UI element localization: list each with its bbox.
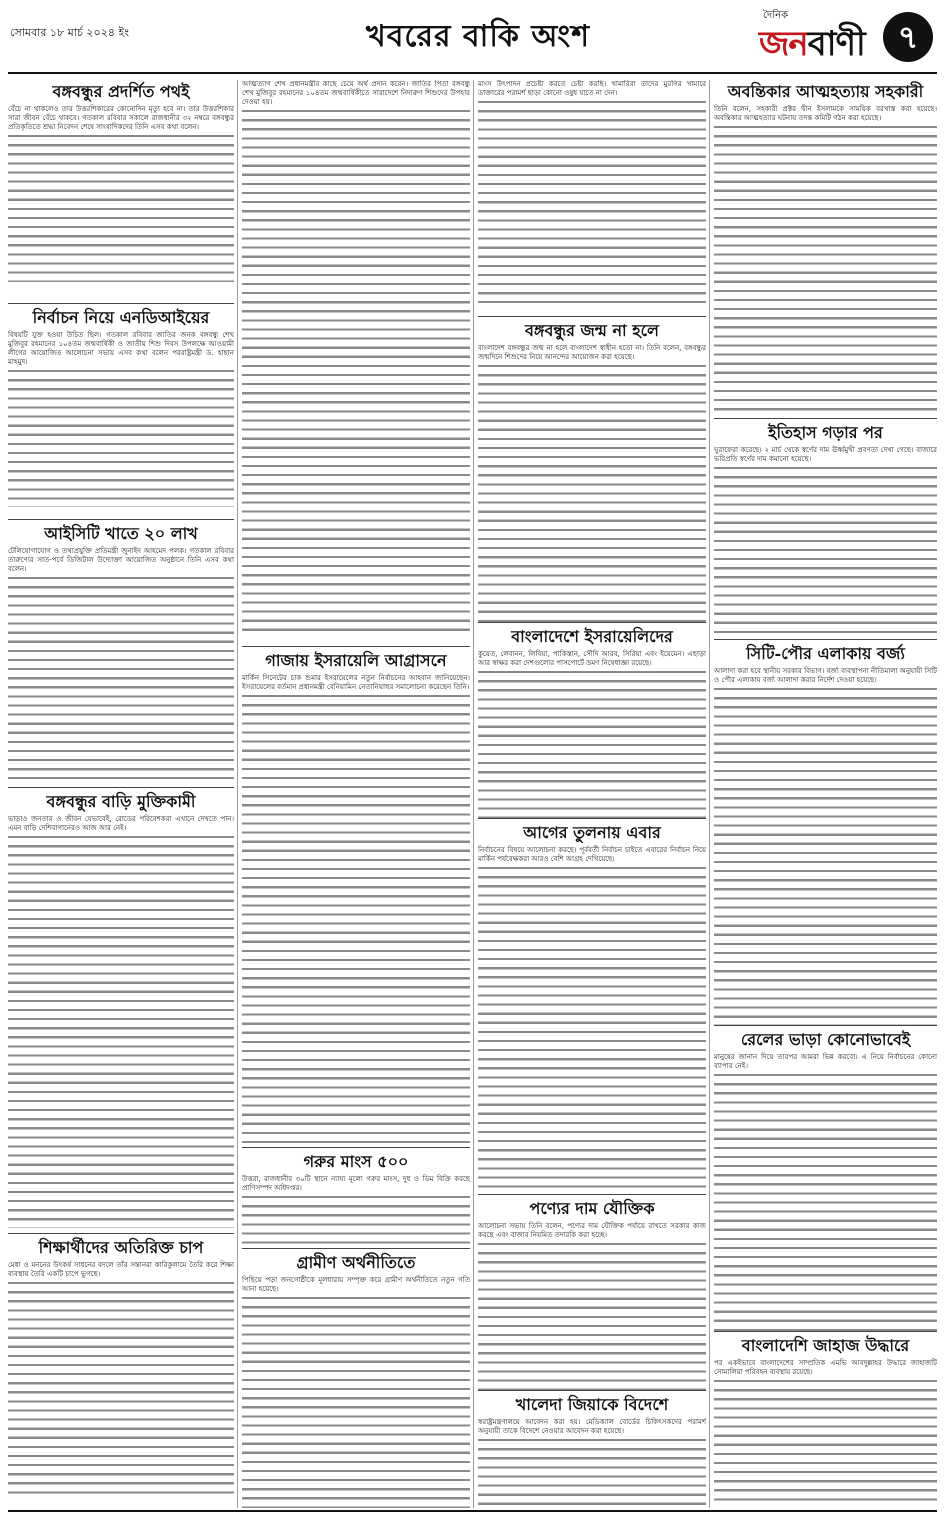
article-body-text — [8, 833, 234, 1228]
article-headline: রেলের ভাড়া কোনোভাবেই — [714, 1025, 937, 1049]
newspaper-page — [8, 8, 937, 1512]
article-headline: বঙ্গবন্ধুর জন্ম না হলে — [478, 316, 706, 340]
column-divider — [473, 80, 474, 1508]
article — [8, 519, 234, 781]
article — [8, 787, 234, 1227]
article-headline: পণ্যের দাম যৌক্তিক — [478, 1194, 706, 1218]
column-1 — [8, 80, 234, 1508]
article — [714, 639, 937, 1019]
logo-wordmark — [759, 18, 865, 75]
article-lead: মাংস উৎপাদন প্রচেষ্টা করতে চেষ্টা করছি। খামারিরা তাদের মুরগির খামারে ডাক্তারের পরামর্শ ছাড়া কোনো ওষুধ যাতে না দেন। — [478, 80, 706, 98]
column-4 — [714, 80, 937, 1508]
article — [478, 1390, 706, 1505]
article-headline: গাজায় ইসরায়েলি আগ্রাসনে — [242, 646, 470, 670]
article-lead: আলাদা করা হবে স্থানীয় সরকার বিভাগ। বর্জ্য ব্যবস্থাপনা নীতিমালা অনুযায়ী সিটি ও পৌর এলাকায় বর্জ্য আলাদা করার নির্দেশ দেওয়া হয়েছে। — [714, 667, 937, 685]
article-lead: আলোচনা সভায় তিনি বলেন, পণ্যের দাম যৌক্তিক পর্যায়ে রাখতে সরকার কাজ করছে এবং বাজার নিয়মিত তদারকি করা হচ্ছে। — [478, 1222, 706, 1240]
masthead — [8, 8, 937, 74]
article — [242, 1248, 470, 1498]
article-body-text — [8, 132, 234, 282]
article-lead: বিষয়টি যুক্ত হওয়া উচিত ছিল। গতকাল রবিবার জাতির জনক বঙ্গবন্ধু শেখ মুজিবুর রহমানের ১০৪তম জন্মবার্ষিকী ও জাতীয় শিশু দিবস উপলক্ষে আওয়ামী লীগের আয়োজিত আলোচনা সভায় এসব কথা বলেন পররাষ্ট্রমন্ত্রী ড. হাছান মাহমুদ। — [8, 331, 234, 367]
article-lead: আত্মত্যাগ শেখ প্রধানমন্ত্রীর কাছে চেয়ে অর্থ প্রদান করেন। জাতির পিতা বঙ্গবন্ধু শেখ মুজিবুর রহমানের ১০৪তম জন্মবার্ষিকীতে সারাদেশে নিদারুণ শিশুদের উপহার দেওয়া হয়। — [242, 80, 470, 107]
article-headline: অবন্তিকার আত্মহত্যায় সহকারী — [727, 82, 924, 101]
article — [8, 303, 234, 513]
article-headline: নির্বাচন নিয়ে এনডিআইয়ের — [8, 303, 234, 327]
logo-black-part: বাণী — [807, 24, 865, 64]
article-body-text — [242, 692, 470, 1147]
column-2 — [242, 80, 470, 1508]
column-divider — [709, 80, 710, 1508]
article-body-text — [478, 1436, 706, 1508]
page-number-badge: ৭ — [883, 12, 933, 62]
article-headline: আগের তুলনায় এবার — [478, 818, 706, 842]
article-body-text — [478, 98, 706, 303]
logo-daily-label: দৈনিক — [763, 10, 789, 21]
article-headline: গরুর মাংস ৫০০ — [242, 1147, 470, 1171]
article-headline: সিটি-পৌর এলাকায় বর্জ্য — [714, 639, 937, 663]
newspaper-logo — [759, 8, 879, 68]
article-body-text — [242, 107, 470, 637]
article-body-text — [714, 1377, 937, 1507]
article — [714, 82, 937, 412]
article-lead: ভাড়াও জনতার ও জীবন যেভাবেই, রোডের পরিবেশকরা এখানে দেখতে পান। এমন বাড়ি দেশিবাগানেরও আজ আর নেই। — [8, 815, 234, 833]
article — [478, 316, 706, 616]
page-bottom-rule — [8, 1510, 937, 1512]
article-headline: ইতিহাস গড়ার পর — [714, 418, 937, 442]
article — [242, 646, 470, 1141]
article — [714, 1331, 937, 1501]
column-divider — [237, 80, 238, 1508]
logo-red-part: জন — [759, 24, 808, 64]
article — [478, 622, 706, 812]
article-headline: বাংলাদেশি জাহাজ উদ্ধারে — [714, 1331, 937, 1355]
article-body-text — [478, 668, 706, 818]
article-body-text — [478, 362, 706, 622]
article-lead: বেঁচে না থাকলেও তার উত্তরশিকারের কোনোদিন মৃত্যু হবে না। তার উত্তরশিকার সারা জীবন বেঁচে থাকবে। গতকাল রবিবার সকালে রাজধানীর ৩২ নম্বরে বঙ্গবন্ধুর প্রতিকৃতিতে শ্রদ্ধা নিবেদন শেষে সাংবাদিকদের তিনি এসব কথা বলেন। — [8, 105, 234, 132]
article-headline: বাংলাদেশে ইসরায়েলিদের — [478, 622, 706, 646]
article — [242, 80, 470, 640]
article-lead: কুয়েত, লেবানন, লিবিয়া, পাকিস্তান, সৌদি আরব, সিরিয়া এবং ইয়েমেন। এছাড়া আর স্বাক্ষর করা দেশগুলোর পাসপোর্টে ভ্রমণ নিষেধাজ্ঞা রয়েছে। — [478, 650, 706, 668]
article — [478, 818, 706, 1188]
article-headline: খালেদা জিয়াকে বিদেশে — [478, 1390, 706, 1414]
article-body-text — [714, 685, 937, 1025]
article-headline: গ্রামীণ অর্থনীতিতে — [242, 1248, 470, 1272]
column-3 — [478, 80, 706, 1508]
article — [478, 80, 706, 310]
article-headline: আইসিটি খাতে ২০ লাখ — [8, 519, 234, 543]
article-lead: তিনি বলেন, সহকারী প্রক্টর দ্বীন ইসলামকে সাময়িক বরখাস্ত করা হয়েছে। অবন্তিকার আত্মহত্যার ঘটনায় তদন্ত কমিটি গঠন করা হয়েছে। — [714, 105, 937, 123]
article-lead: মার্কিন সিনেটের চাক শুমার ইসরায়েলের নতুন নির্বাচনের আহবান জানিয়েছেন। ইসরায়েলের বর্তমান প্রধানমন্ত্রী বেনিয়ামিন নেতানিয়াহুর সমালোচনা করেছেন তিনি। — [242, 674, 470, 692]
article — [714, 1025, 937, 1325]
article — [8, 82, 234, 297]
article-lead: মেধা ও মননের উৎকর্ষ সাধনের বদলে তাঁর সন্তানরা কারিকুলামে তৈরি করে শিক্ষা ব্যবস্থায় তৈরি একটি চাপে ভুগছে। — [8, 1261, 234, 1279]
article — [8, 1233, 234, 1493]
article-body-text — [8, 574, 234, 779]
article — [242, 1147, 470, 1242]
article-body-text — [242, 1294, 470, 1508]
article-lead: পর একইভাবে বাংলাদেশের সাম্প্রতিক এমভি আবদুল্লাহর উদ্ধারে জাহাজটি সোমালিয়া পরিবহন ব্যবস্থায় রয়েছে। — [714, 1359, 937, 1377]
article-body-text — [714, 123, 937, 413]
section-title: খবরের বাকি অংশ — [366, 19, 590, 54]
article-lead: পিছিয়ে পড়া জনগোষ্ঠীকে মূলধারায় সম্পৃক্ত করে গ্রামীণ অর্থনীতিতে নতুন গতি আনা হয়েছে। — [242, 1276, 470, 1294]
article-body-text — [478, 1240, 706, 1390]
issue-date: সোমবার ১৮ মার্চ ২০২৪ ইং — [10, 26, 129, 39]
article-lead: বাংলাদেশ বঙ্গবন্ধুর জন্ম না হলে বাংলাদেশ স্বাধীন হতো না। তিনি বলেন, বঙ্গবন্ধুর জন্মদিনে শিশুদের নিয়ে আনন্দের আয়োজন করা হয়েছে। — [478, 344, 706, 362]
article-lead: ঘুরাফেরা করেছে। ২ মার্চ থেকে স্বর্ণের দাম ঊর্ধ্বমুখী প্রবণতা দেখা গেছে। বাজারে ভরিপ্রতি স্বর্ণের দাম কমানো হয়েছে। — [714, 446, 937, 464]
article-body-text — [242, 1193, 470, 1248]
article — [478, 1194, 706, 1384]
article-body-text — [714, 1071, 937, 1331]
article-body-text — [8, 1279, 234, 1494]
article-body-text — [8, 367, 234, 507]
article — [714, 418, 937, 633]
article-lead: উত্তরা, রাজধানীর ৩০টি স্থানে ন্যায্য মূল্যে গরুর মাংস, দুধ ও ডিম বিক্রি করছে প্রাণিসম্পদ অধিদপ্তর। — [242, 1175, 470, 1193]
article-body-text — [714, 464, 937, 639]
article-lead: টেলিযোগাযোগ ও তথ্যপ্রযুক্তি প্রতিমন্ত্রী জুনাইদ আহমেদ পলক। গতকাল রবিবার তারুণ্যের সাত-পর্বে ডিজিটাল উদ্যোক্তা আয়োজিত অনুষ্ঠানে তিনি এসব কথা বলেন। — [8, 547, 234, 574]
article-lead: নির্বাচনের বিষয়ে আলোচনা করছে। পূর্ববর্তী নির্বাচন চাইতে এবারের নির্বাচন নিয়ে মার্কিন পর্যবেক্ষকরা আরও বেশি আগ্রহ দেখিয়েছে। — [478, 846, 706, 864]
article-headline: শিক্ষার্থীদের অতিরিক্ত চাপ — [8, 1233, 234, 1257]
article-lead: স্বরাষ্ট্রমন্ত্রণালয়ে আবেদন করা হয়। মেডিক্যাল বোর্ডের চিকিৎসকদের পরামর্শ অনুযায়ী তাকে বিদেশে নেওয়ার আবেদন করা হয়েছে। — [478, 1418, 706, 1436]
article-headline: বঙ্গবন্ধুর বাড়ি মুক্তিকামী — [8, 787, 234, 811]
article-lead: মানুষের জানান দিয়ে তারপর আমরা ভিন্ন করবো। এ নিয়ে নির্বাচনের কোনো ব্যাপার নেই। — [714, 1053, 937, 1071]
article-headline: বঙ্গবন্ধুর প্রদর্শিত পথই — [52, 82, 190, 101]
article-body-text — [478, 864, 706, 1194]
